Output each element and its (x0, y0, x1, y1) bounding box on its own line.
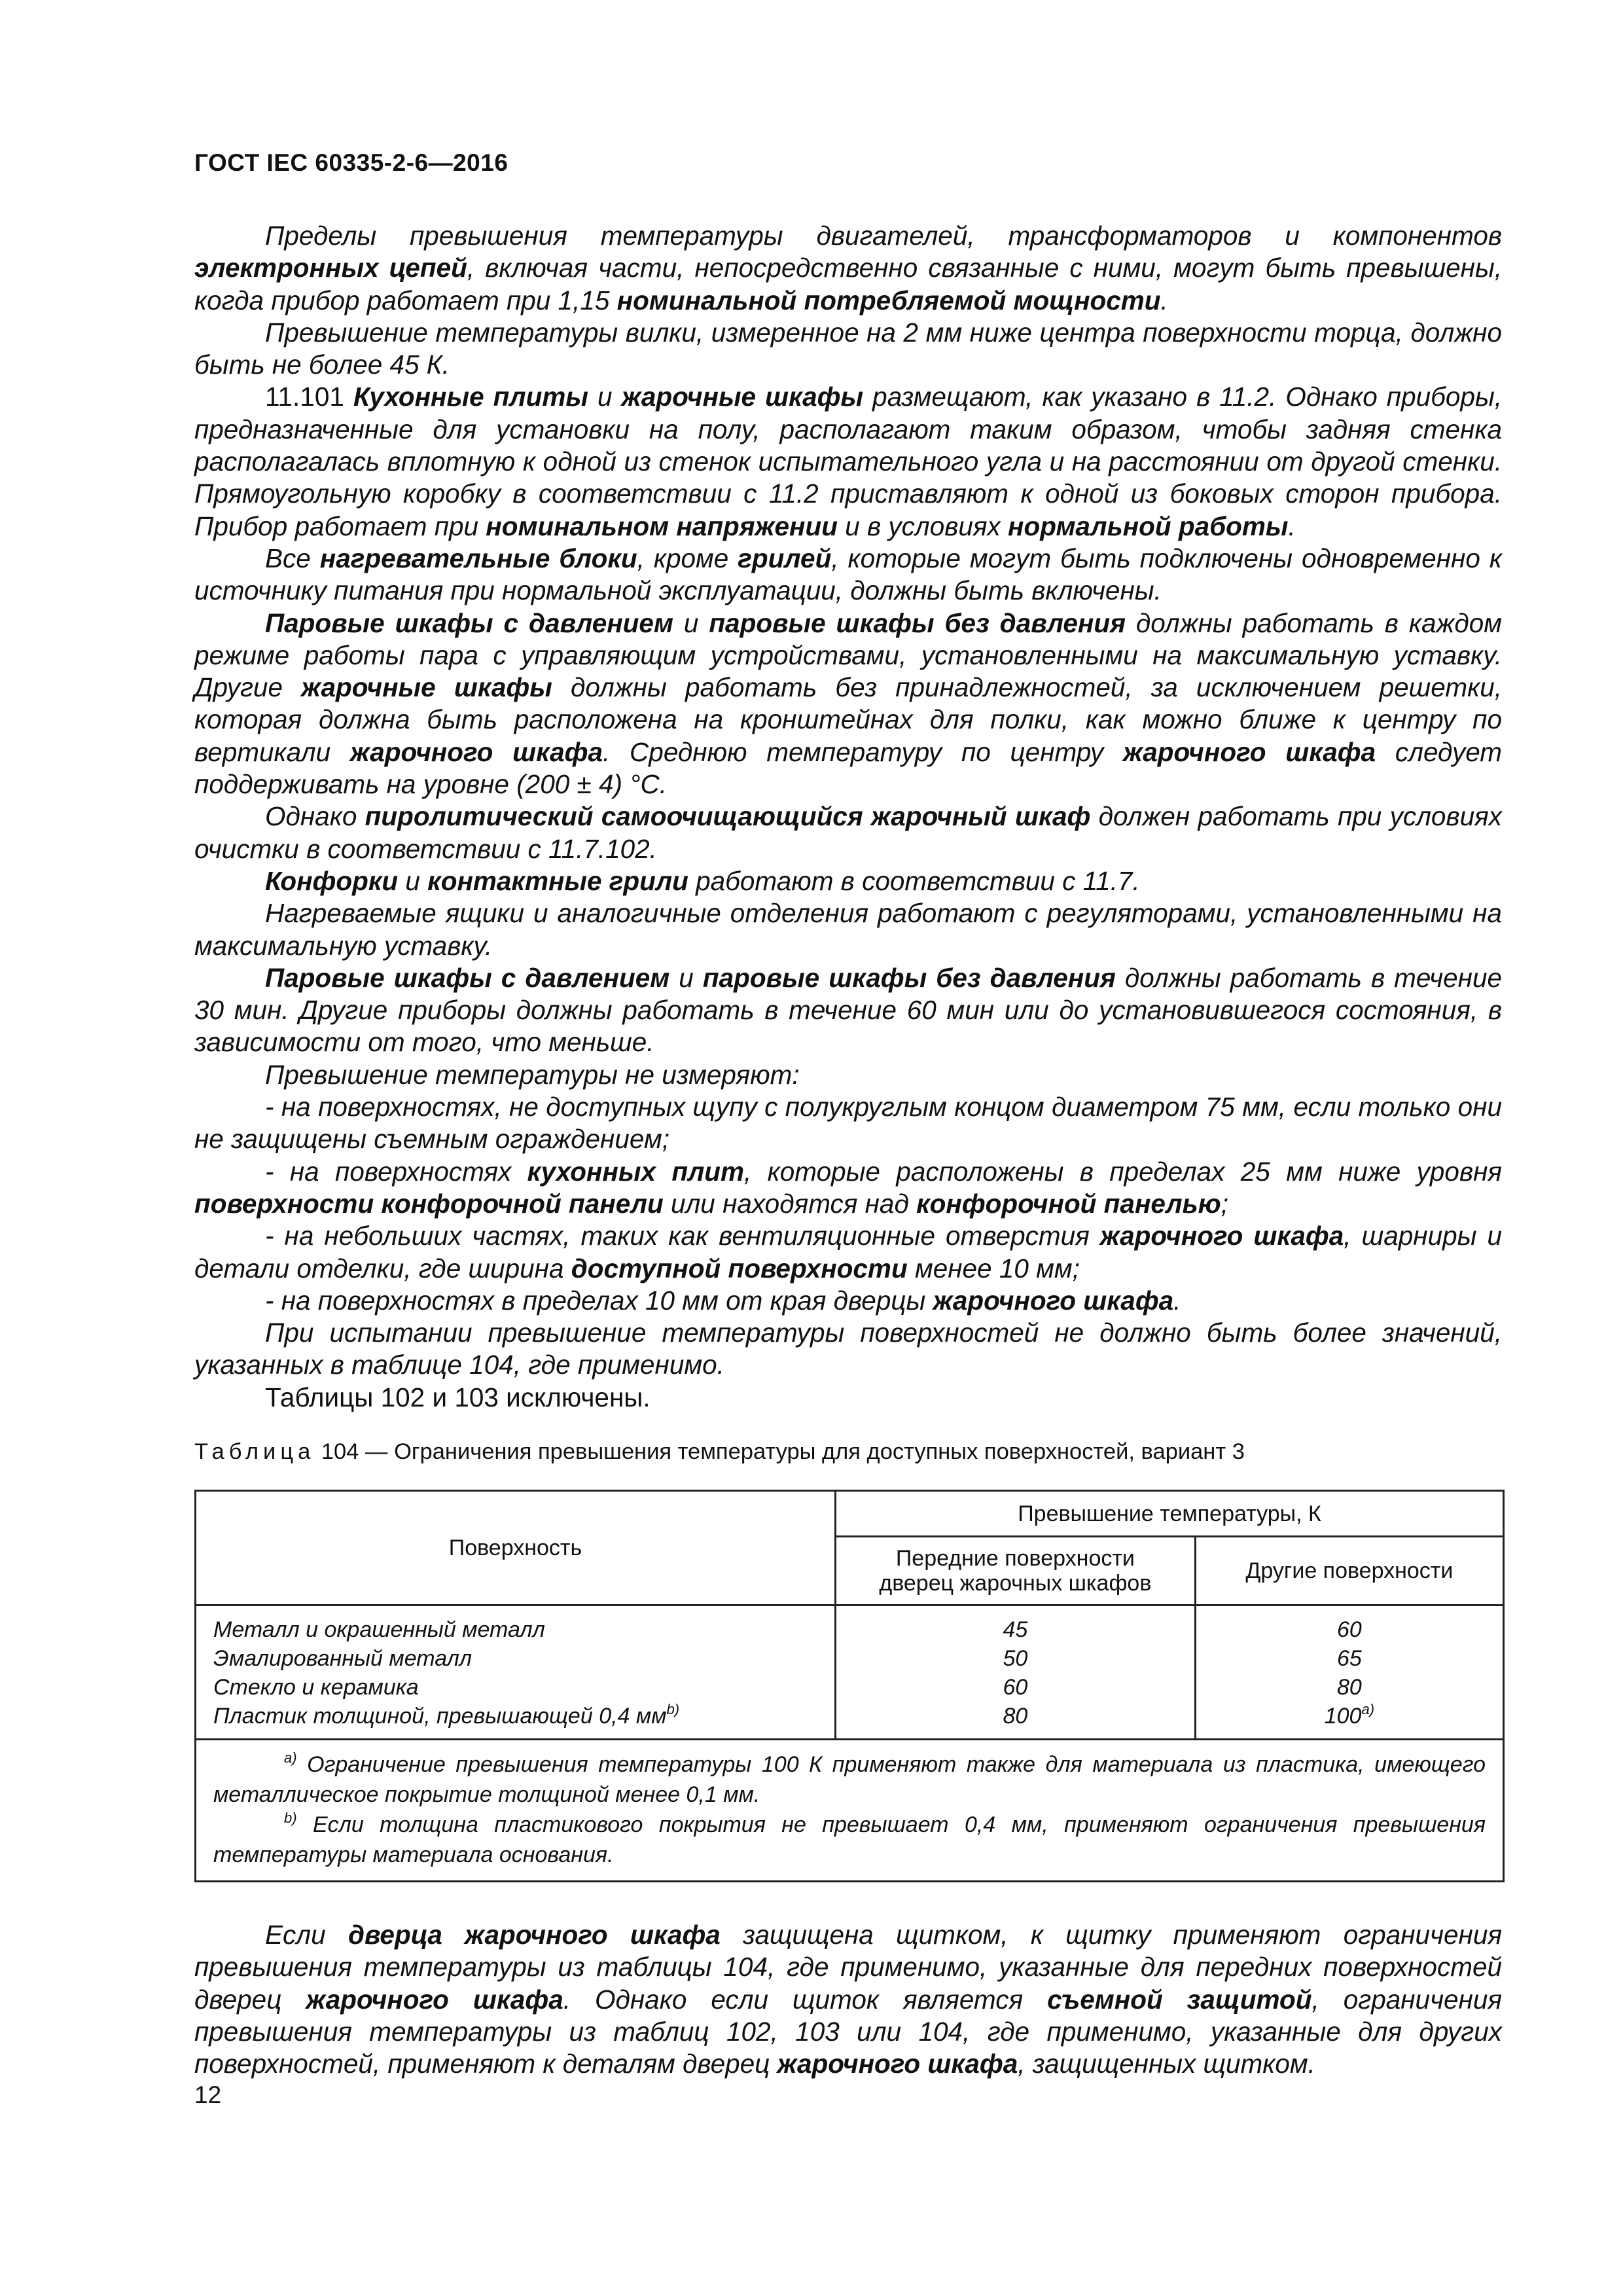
paragraph: Паровые шкафы с давлением и паровые шкафы без давления должны работать в каждом режиме работы пара с управляющим устройствами, установленными на максимальную уставку. Другие жарочные шкафы должны работать без принадлежностей, за исключением решетки, которая должна быть расположена на кронштейнах для полки, как можно ближе к центру по вертикали жарочного шкафа. Среднюю температуру по центру жарочного шкафа следует поддерживать на уровне (200 ± 4) °С. (194, 607, 1503, 800)
other-surfaces-column (1195, 1605, 1503, 1740)
header-other-surfaces: Другие поверхности (1195, 1537, 1503, 1605)
paragraph: Конфорки и контактные грили работают в соответствии с 11.7. (265, 865, 1140, 896)
surface-cell: Стекло и керамика (213, 1675, 419, 1700)
paragraph: Однако пиролитический самоочищающийся жарочный шкаф должен работать при условиях очистки в соответствии с 11.7.102. (194, 801, 1502, 864)
surface-column (196, 1605, 836, 1740)
value-cell: 80 (1336, 1675, 1362, 1700)
closing-paragraph (194, 1919, 1502, 2080)
paragraph: Паровые шкафы с давлением и паровые шкафы без давления должны работать в течение 30 мин. Другие приборы должны работать в течение 60 мин или до установившегося состояния, в зависимости от того, что меньше. (194, 962, 1502, 1058)
temperature-rise-table (194, 1490, 1505, 1882)
table-caption: Таблица 104 — Ограничения превышения температуры для доступных поверхностей, вариант 3 (194, 1439, 1245, 1464)
paragraph: Все нагревательные блоки, кроме грилей, которые могут быть подключены одновременно к источнику питания при нормальной эксплуатации, должны быть включены. (194, 543, 1502, 606)
paragraph: Пределы превышения температуры двигателей, трансформаторов и компонентов электронных цепей, включая части, непосредственно связанные с ними, могут быть превышены, когда прибор работает при 1,15 номинальной потребляемой мощности. (194, 221, 1503, 315)
document-header: ГОСТ IEC 60335-2-6—2016 (194, 149, 508, 176)
value-cell: 60 (1336, 1617, 1362, 1642)
value-cell: 45 (1003, 1617, 1028, 1642)
paragraph: Нагреваемые ящики и аналогичные отделения работают с регуляторами, установленными на максимальную уставку. (194, 898, 1502, 961)
body-text (194, 220, 1502, 1414)
table-notes-row (196, 1740, 1504, 1882)
value-cell: 50 (1003, 1646, 1028, 1671)
value-cell: 80 (1003, 1704, 1028, 1729)
paragraph: Превышение температуры не измеряют: (265, 1059, 800, 1090)
surface-cell: Эмалированный металл (213, 1646, 473, 1671)
table-notes (196, 1740, 1504, 1882)
value-cell: 65 (1336, 1646, 1362, 1671)
surface-cell: Пластик толщиной, превышающей 0,4 $мм^{b)}$ (213, 1701, 680, 1729)
header-front-doors: Передние поверхности дверец жарочных шкафов (836, 1537, 1196, 1605)
paragraph: Превышение температуры вилки, измеренное на 2 мм ниже центра поверхности торца, должно быть не более 45 К. (194, 317, 1502, 380)
surface-cell: Металл и окрашенный металл (213, 1617, 545, 1642)
header-surface: Поверхность (196, 1491, 836, 1605)
table-body-row (196, 1605, 1504, 1740)
list-item: - на небольших частях, таких как вентиляционные отверстия жарочного шкафа, шарниры и детали отделки, где ширина доступной поверхности менее 10 мм; (194, 1221, 1503, 1283)
list-item: - на поверхностях кухонных плит, которые расположены в пределах 25 мм ниже уровня поверхности конфорочной панели или находятся над конфорочной панелью; (194, 1156, 1503, 1219)
list-item: - на поверхностях в пределах 10 мм от края дверцы жарочного шкафа. (265, 1285, 1181, 1316)
value-cell: 100$^{a)}$ (1324, 1701, 1375, 1729)
footnote-mark: b) (666, 1701, 680, 1717)
value-cell: 60 (1003, 1675, 1028, 1700)
footnote-mark: a) (1361, 1701, 1375, 1717)
paragraph: 11.101 Кухонные плиты и жарочные шкафы размещают, как указано в 11.2. Однако приборы, предназначенные для установки на полу, располагают таким образом, чтобы задняя стенка располагалась вплотную к одной из стенок испытательного угла и на расстоянии от другой стенки. Прямоугольную коробку в соответствии с 11.2 приставляют к одной из боковых сторон прибора. Прибор работает при номинальном напряжении и в условиях нормальной работы. (194, 382, 1503, 541)
header-temp-rise: Превышение температуры, К (836, 1491, 1504, 1537)
table-note: $^{b)}$ Если толщина пластикового покрытия не превышает 0,4 мм, применяют ограничения превышения температуры материала основания. (213, 1810, 1486, 1867)
page-number: 12 (194, 2081, 222, 2108)
front-doors-column (836, 1605, 1196, 1740)
paragraph: Таблицы 102 и 103 исключены. (265, 1382, 651, 1412)
paragraph: При испытании превышение температуры поверхностей не должно быть более значений, указанных в таблице 104, где применимо. (194, 1318, 1502, 1380)
list-item: - на поверхностях, не доступных щупу с полукруглым концом диаметром 75 мм, если только они не защищены съемным ограждением; (194, 1092, 1502, 1155)
paragraph: Если дверца жарочного шкафа защищена щитком, к щитку применяют ограничения превышения температуры из таблицы 104, где применимо, указанные для передних поверхностей дверец жарочного шкафа. Однако если щиток является съемной защитой, ограничения превышения температуры из таблиц 102, 103 или 104, где применимо, указанные для других поверхностей, применяют к деталям дверец жарочного шкафа, защищенных щитком. (194, 1920, 1502, 2079)
table-note: $^{a)}$ Ограничение превышения температуры 100 К применяют также для материала из пластика, имеющего металлическое покрытие толщиной менее 0,1 мм. (213, 1749, 1486, 1807)
